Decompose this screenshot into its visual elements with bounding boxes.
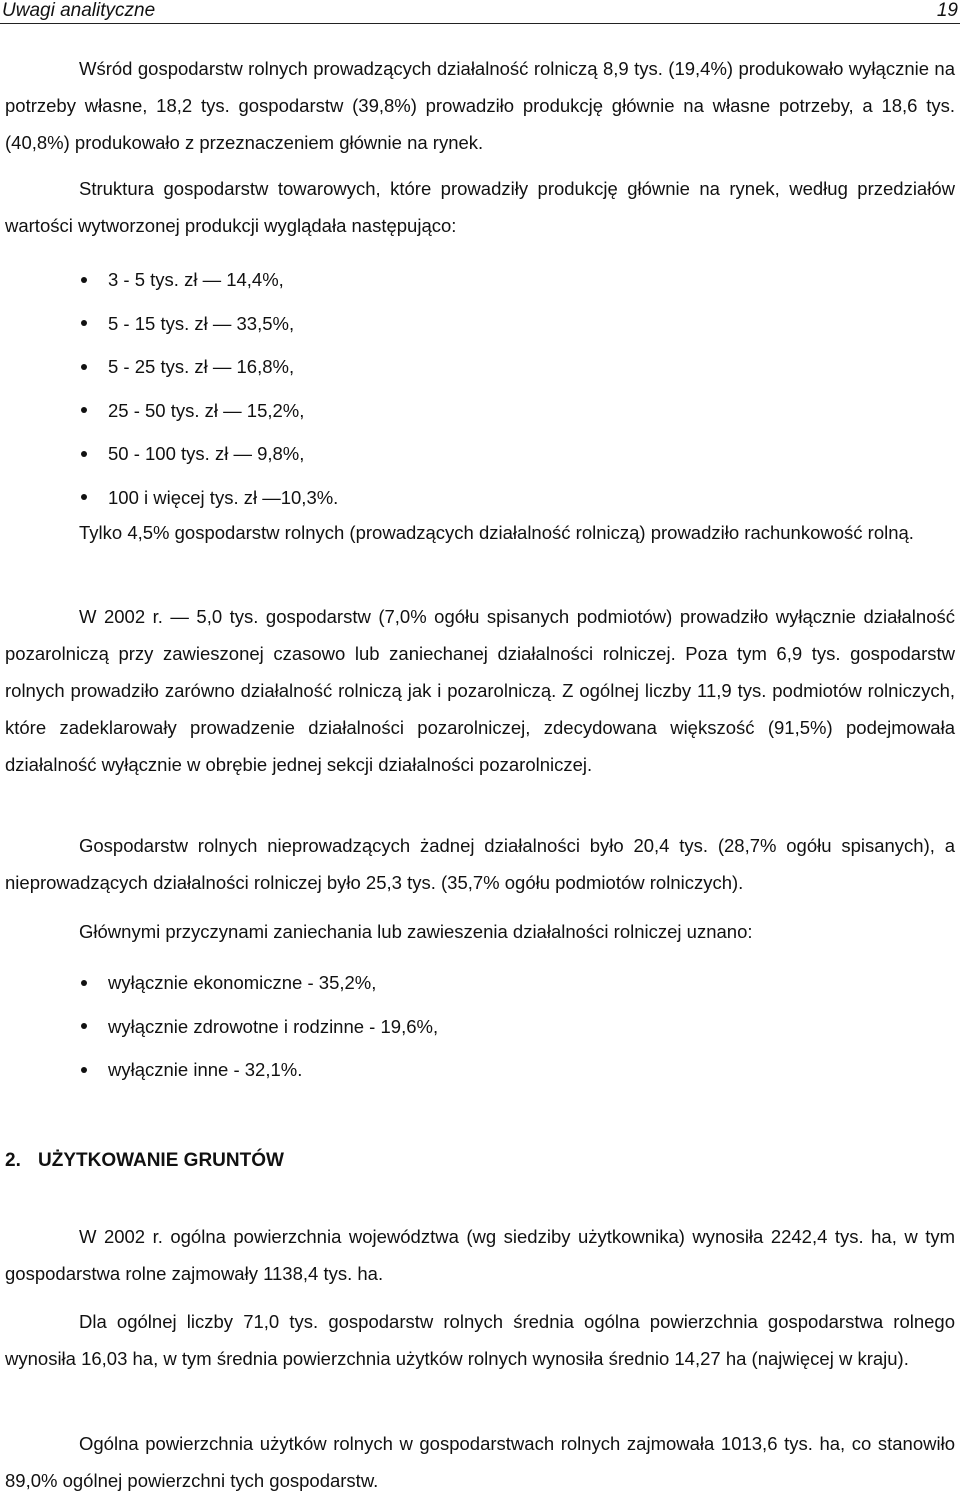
bullet-icon	[81, 1067, 87, 1073]
bullet-icon	[81, 277, 87, 283]
bullet-icon	[81, 364, 87, 370]
paragraph-accounting: Tylko 4,5% gospodarstw rolnych (prowadzących działalność rolniczą) prowadziło rachunkowość rolną.	[79, 522, 914, 543]
bullet-icon	[81, 320, 87, 326]
running-title: Uwagi analityczne	[2, 0, 156, 21]
list-item: 25 - 50 tys. zł ― 15,2%,	[5, 389, 955, 433]
bullet-icon	[81, 1023, 87, 1029]
list-item: wyłącznie zdrowotne i rodzinne - 19,6%,	[5, 1005, 955, 1049]
paragraph-non-agricultural: W 2002 r. ― 5,0 tys. gospodarstw (7,0% ogółu spisanych podmiotów) prowadziło wyłącznie działalność pozarolniczą przy zawieszonej czasowo lub zaniechanej działalności rolniczej. Poza tym 6,9 tys. gospodarstw rolnych prowadziło zarówno działalność rolniczą jak i pozarolniczą. Z ogólnej liczby 11,9 tys. podmiotów rolniczych, które zadeklarowały prowadzenie działalności pozarolniczej, zdecydowana większość (91,5%) podejmowała działalność wyłącznie w obrębie jednej sekcji działalności pozarolniczej.	[5, 606, 955, 775]
paragraph-reasons-intro: Głównymi przyczynami zaniechania lub zawieszenia działalności rolniczej uznano:	[79, 921, 753, 942]
page-header	[0, 0, 960, 24]
paragraph-inactive: Gospodarstw rolnych nieprowadzących żadnej działalności było 20,4 tys. (28,7% ogółu spisanych), a nieprowadzących działalności rolniczej było 25,3 tys. (35,7% ogółu podmiotów rolniczych).	[5, 835, 955, 893]
paragraph-structure-intro: Struktura gospodarstw towarowych, które prowadziły produkcję głównie na rynek, według przedziałów wartości wytworzonej produkcji wyglądała następująco:	[5, 178, 955, 236]
paragraph-agricultural-land: Ogólna powierzchnia użytków rolnych w gospodarstwach rolnych zajmowała 1013,6 tys. ha, co stanowiło 89,0% ogólnej powierzchni tych gospodarstw.	[5, 1433, 955, 1491]
list-item: 100 i więcej tys. zł ―10,3%.	[5, 476, 955, 520]
list-item: 5 - 25 tys. zł ― 16,8%,	[5, 345, 955, 389]
value-bracket-list	[5, 258, 955, 519]
paragraph-total-area: W 2002 r. ogólna powierzchnia województwa (wg siedziby użytkownika) wynosiła 2242,4 tys. ha, w tym gospodarstwa rolne zajmowały 1138,4 tys. ha.	[5, 1226, 955, 1284]
bullet-icon	[81, 407, 87, 413]
section-heading	[5, 1146, 955, 1176]
list-item: 50 - 100 tys. zł ― 9,8%,	[5, 432, 955, 476]
list-item: wyłącznie ekonomiczne - 35,2%,	[5, 961, 955, 1005]
reasons-list	[5, 961, 955, 1092]
paragraph-production-purpose: Wśród gospodarstw rolnych prowadzących działalność rolniczą 8,9 tys. (19,4%) produkowało wyłącznie na potrzeby własne, 18,2 tys. gospodarstw (39,8%) prowadziło produkcję głównie na własne potrzeby, a 18,6 tys. (40,8%) produkowało z przeznaczeniem głównie na rynek.	[5, 58, 955, 153]
list-item: wyłącznie inne - 32,1%.	[5, 1048, 955, 1092]
section-title: UŻYTKOWANIE GRUNTÓW	[38, 1150, 284, 1171]
bullet-icon	[81, 494, 87, 500]
bullet-icon	[81, 451, 87, 457]
page-number: 19	[936, 0, 958, 21]
section-number: 2.	[5, 1150, 21, 1171]
paragraph-average-area: Dla ogólnej liczby 71,0 tys. gospodarstw rolnych średnia ogólna powierzchnia gospodarstwa rolnego wynosiła 16,03 ha, w tym średnia powierzchnia użytków rolnych wynosiła średnio 14,27 ha (najwięcej w kraju).	[5, 1311, 955, 1369]
list-item: 5 - 15 tys. zł ― 33,5%,	[5, 302, 955, 346]
bullet-icon	[81, 980, 87, 986]
list-item: 3 - 5 tys. zł ― 14,4%,	[5, 258, 955, 302]
header-rule	[0, 23, 960, 24]
